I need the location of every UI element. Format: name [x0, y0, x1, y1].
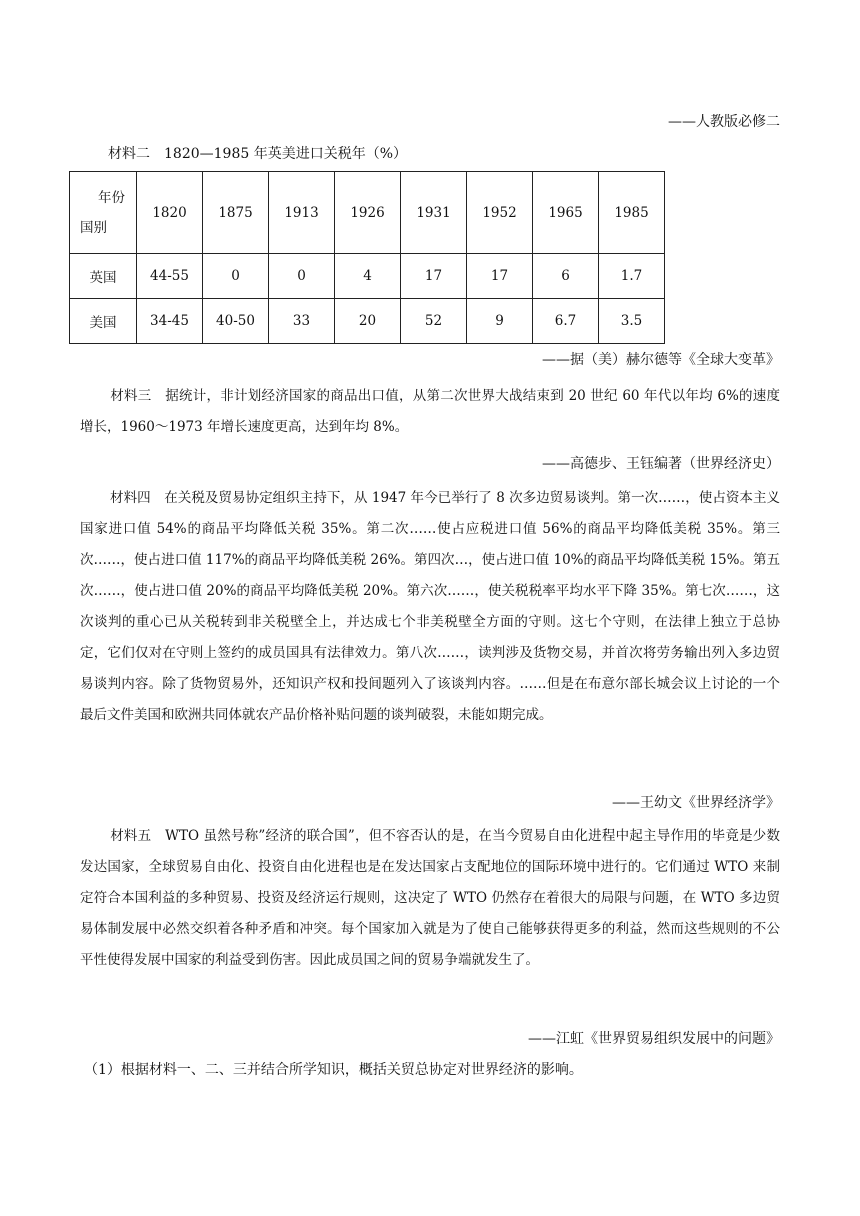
year-cell: 1913	[269, 172, 335, 254]
material2-caption: 材料二 1820—1985 年英美进口关税年（%）	[108, 146, 408, 162]
value-cell: 4	[335, 254, 401, 299]
value-cell: 52	[401, 299, 467, 344]
material4-label: 材料四	[110, 490, 151, 506]
material4-text: 在关税及贸易协定组织主持下，从 1947 年今已举行了 8 次多边贸易谈判。第一次……，使占资本主义国家进口值 54%的商品平均降低关税 35%。第二次……使占应税进口值 56%的商品平均降低美税 35%。第三次……，使占进口值 117%的商品平均降低美税 26%。第四次…，使占进口值 10%的商品平均降低美税 15%。第五次……，使占进口值 20%的商品平均降低美税 20%。第六次……，使关税税率平均水平下降 35%。第七次……，这次谈判的重心已从关税转到非关税壁全上，并达成七个非美税壁全方面的守则。这七个守则，在法律上独立于总协定，它们仅对在守则上签约的成员国具有法律效力。第八次……，读判涉及货物交易，并首次将劳务输出列入多边贸易谈判内容。除了货物贸易外，还知识产权和投间题列入了该谈判内容。……但是在布意尔部长城会议上讨论的一个最后文件美国和欧洲共同体就农产品价格补贴问题的谈判破裂，未能如期完成。	[80, 490, 781, 723]
question-1: （1）根据材料一、二、三并结合所学知识，概括关贸总协定对世界经济的影响。	[84, 1062, 583, 1078]
value-cell: 34-45	[137, 299, 203, 344]
year-cell: 1820	[137, 172, 203, 254]
value-cell: 17	[401, 254, 467, 299]
value-cell: 33	[269, 299, 335, 344]
material3-text: 据统计，非计划经济国家的商品出口值，从第二次世界大战结束到 20 世纪 60 年代以年均 6%的速度增长，1960～1973 年增长速度更高，达到年均 8%。	[80, 388, 781, 435]
material3-paragraph	[80, 381, 780, 443]
value-cell: 1.7	[599, 254, 665, 299]
country-cell: 美国	[70, 299, 137, 344]
value-cell: 17	[467, 254, 533, 299]
table-header-row	[70, 172, 665, 254]
source-citation-material4: ——王幼文《世界经济学》	[612, 795, 780, 811]
year-cell: 1965	[533, 172, 599, 254]
year-cell: 1926	[335, 172, 401, 254]
source-citation-material1: ——人教版必修二	[668, 114, 780, 130]
value-cell: 0	[269, 254, 335, 299]
country-cell: 英国	[70, 254, 137, 299]
source-citation-material2: ——据（美）赫尔德等《全球大变革》	[542, 352, 780, 368]
value-cell: 9	[467, 299, 533, 344]
year-cell: 1931	[401, 172, 467, 254]
material5-paragraph	[80, 821, 780, 976]
header-year-label: 年份	[98, 189, 125, 206]
value-cell: 3.5	[599, 299, 665, 344]
value-cell: 44-55	[137, 254, 203, 299]
year-cell: 1952	[467, 172, 533, 254]
year-cell: 1875	[203, 172, 269, 254]
material5-label: 材料五	[110, 828, 152, 844]
material4-paragraph	[80, 483, 780, 731]
value-cell: 6	[533, 254, 599, 299]
table-row	[70, 254, 665, 299]
material3-label: 材料三	[110, 388, 152, 404]
value-cell: 20	[335, 299, 401, 344]
tariff-table	[69, 171, 665, 344]
source-citation-material5: ——江虹《世界贸易组织发展中的问题》	[528, 1031, 780, 1047]
header-country-label: 国别	[80, 219, 107, 236]
table-row	[70, 299, 665, 344]
value-cell: 40-50	[203, 299, 269, 344]
material5-text: WTO 虽然号称”经济的联合国”，但不容否认的是，在当今贸易自由化进程中起主导作用的毕竟是少数发达国家，全球贸易自由化、投资自由化进程也是在发达国家占支配地位的国际环境中进行的。它们通过 WTO 来制定符合本国利益的多种贸易、投资及经济运行规则，这决定了 WTO 仍然存在着很大的局限与问题，在 WTO 多边贸易体制发展中必然交织着各种矛盾和冲突。每个国家加入就是为了使自己能够获得更多的利益，然而这些规则的不公平性使得发展中国家的利益受到伤害。因此成员国之间的贸易争端就发生了。	[80, 828, 780, 968]
table-corner-header	[70, 172, 137, 254]
value-cell: 6.7	[533, 299, 599, 344]
source-citation-material3: ——高德步、王钰编著（世界经济史）	[542, 456, 780, 472]
value-cell: 0	[203, 254, 269, 299]
year-cell: 1985	[599, 172, 665, 254]
